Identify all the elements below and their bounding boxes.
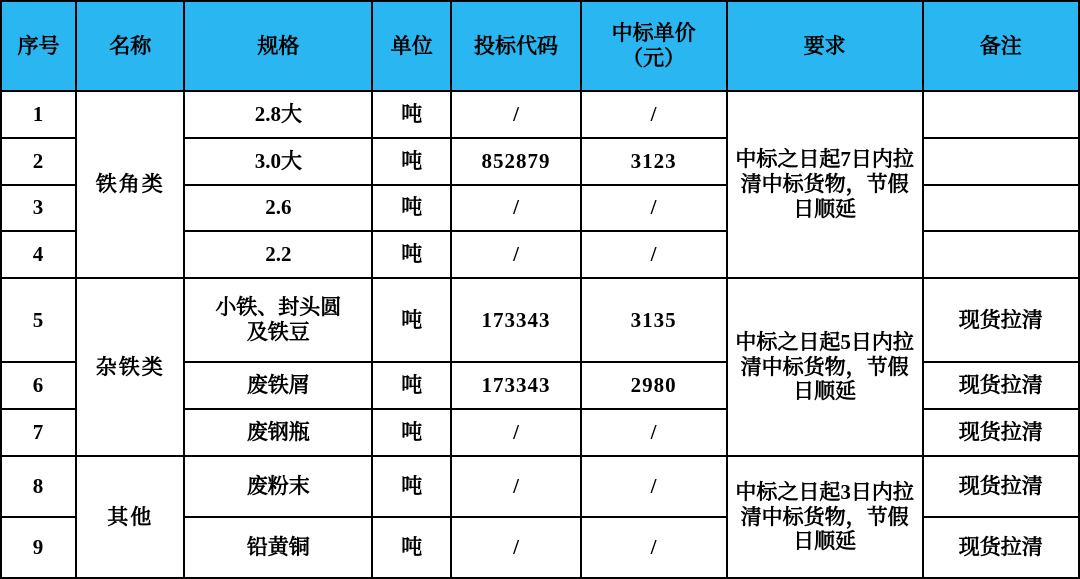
cell-index: 3 <box>1 185 76 232</box>
cell-remark <box>923 91 1079 138</box>
cell-spec: 2.6 <box>184 185 372 232</box>
table-row <box>1 278 1079 362</box>
header-requirement: 要求 <box>727 1 923 91</box>
table-row <box>1 91 1079 138</box>
cell-index: 5 <box>1 278 76 362</box>
header-bid-code: 投标代码 <box>451 1 580 91</box>
cell-remark: 现货拉清 <box>923 278 1079 362</box>
cell-remark: 现货拉清 <box>923 456 1079 517</box>
header-winning-price-line2: （元） <box>622 46 686 70</box>
cell-unit: 吨 <box>372 138 451 185</box>
cell-remark <box>923 185 1079 232</box>
cell-index: 9 <box>1 517 76 578</box>
cell-bid-code: / <box>451 185 580 232</box>
cell-spec: 2.8大 <box>184 91 372 138</box>
cell-spec: 2.2 <box>184 231 372 278</box>
header-winning-price <box>581 1 727 91</box>
cell-unit: 吨 <box>372 91 451 138</box>
cell-index: 6 <box>1 362 76 409</box>
cell-requirement-3day: 中标之日起3日内拉清中标货物，节假日顺延 <box>727 456 923 578</box>
cell-unit: 吨 <box>372 517 451 578</box>
cell-spec-line2: 及铁豆 <box>246 320 310 345</box>
table-header <box>1 1 1079 91</box>
cell-group-name-other: 其他 <box>76 456 184 578</box>
cell-bid-code: / <box>451 91 580 138</box>
cell-bid-code: 852879 <box>451 138 580 185</box>
cell-group-name-mixed-iron: 杂铁类 <box>76 278 184 456</box>
cell-unit: 吨 <box>372 456 451 517</box>
table-body <box>1 91 1079 578</box>
cell-remark <box>923 138 1079 185</box>
cell-spec: 废钢瓶 <box>184 409 372 456</box>
cell-remark <box>923 231 1079 278</box>
cell-bid-code: / <box>451 456 580 517</box>
cell-remark: 现货拉清 <box>923 409 1079 456</box>
cell-price: / <box>581 91 727 138</box>
cell-unit: 吨 <box>372 278 451 362</box>
cell-index: 8 <box>1 456 76 517</box>
cell-spec-line1: 小铁、封头圆 <box>215 295 342 320</box>
cell-remark: 现货拉清 <box>923 517 1079 578</box>
cell-spec: 废粉末 <box>184 456 372 517</box>
header-spec: 规格 <box>184 1 372 91</box>
cell-index: 2 <box>1 138 76 185</box>
cell-bid-code: / <box>451 231 580 278</box>
cell-bid-code: 173343 <box>451 278 580 362</box>
header-index: 序号 <box>1 1 76 91</box>
header-unit: 单位 <box>372 1 451 91</box>
cell-bid-code: 173343 <box>451 362 580 409</box>
cell-bid-code: / <box>451 409 580 456</box>
cell-group-name-iron-angle: 铁角类 <box>76 91 184 278</box>
cell-spec: 铅黄铜 <box>184 517 372 578</box>
cell-unit: 吨 <box>372 231 451 278</box>
header-name: 名称 <box>76 1 184 91</box>
cell-price: 2980 <box>581 362 727 409</box>
cell-index: 4 <box>1 231 76 278</box>
cell-spec: 废铁屑 <box>184 362 372 409</box>
cell-spec <box>184 278 372 362</box>
table-row <box>1 456 1079 517</box>
header-row <box>1 1 1079 91</box>
cell-unit: 吨 <box>372 185 451 232</box>
cell-remark: 现货拉清 <box>923 362 1079 409</box>
cell-unit: 吨 <box>372 409 451 456</box>
cell-price: 3123 <box>581 138 727 185</box>
cell-requirement-7day: 中标之日起7日内拉清中标货物，节假日顺延 <box>727 91 923 278</box>
cell-spec: 3.0大 <box>184 138 372 185</box>
cell-price: / <box>581 185 727 232</box>
cell-index: 7 <box>1 409 76 456</box>
cell-price: / <box>581 456 727 517</box>
cell-price: / <box>581 231 727 278</box>
cell-unit: 吨 <box>372 362 451 409</box>
cell-requirement-5day: 中标之日起5日内拉清中标货物，节假日顺延 <box>727 278 923 456</box>
cell-price: / <box>581 409 727 456</box>
header-remark: 备注 <box>923 1 1079 91</box>
cell-index: 1 <box>1 91 76 138</box>
cell-bid-code: / <box>451 517 580 578</box>
header-winning-price-line1: 中标单价 <box>611 21 696 46</box>
cell-price: / <box>581 517 727 578</box>
cell-price: 3135 <box>581 278 727 362</box>
